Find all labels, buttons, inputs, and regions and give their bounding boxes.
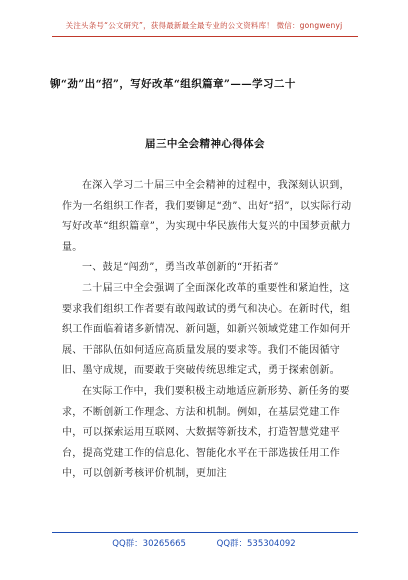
- footer-divider: [52, 532, 358, 533]
- document-title-line-1: 铆“劲”出“招”，写好改革“组织篇章”——学习二十: [50, 78, 296, 90]
- footer-qq-group-1: QQ群：30265665: [112, 539, 186, 549]
- footer-qq-group-2: QQ群：535304092: [216, 539, 296, 549]
- header-banner: 关注头条号“公文研究”，获得最新最全最专业的公文资料库！ 微信：gongwenyj: [65, 21, 343, 30]
- header-divider: [52, 36, 358, 37]
- paragraph-body: 在实际工作中，我们要积极主动地适应新形势、新任务的要求，不断创新工作理念、方法和机制。例如，在基层党建工作中，可以探索运用互联网、大数据等新技术，打造智慧党建平台，提高党建工作的信息化、智能化水平在干部选拔任用工作中，可以创新考核评价机制，更加注: [62, 385, 350, 480]
- paragraph-intro: 在深入学习二十届三中全会精神的过程中，我深刻认识到，作为一名组织工作者，我们要铆足“劲”、出好“招”，以实际行动写好改革“组织篇章”，为实现中华民族伟大复兴的中国梦贡献力量。: [62, 180, 352, 253]
- section-heading: 一、鼓足“闯劲”，勇当改革创新的“开拓者”: [82, 262, 279, 274]
- paragraph-body: 二十届三中全会强调了全面深化改革的重要性和紧迫性，这要求我们组织工作者要有敢闯敢试的勇气和决心。在新时代，组织工作面临着诸多新情况、新问题，如新兴领域党建工作如何开展、干部队伍如何适应高质量发展的要求等。我们不能因循守旧、墨守成规，而要敢于突破传统思维定式，勇于探索创新。: [62, 282, 351, 377]
- document-title-line-2: 届三中全会精神心得体会: [145, 138, 265, 150]
- footer: [0, 537, 408, 549]
- document-body: [62, 176, 352, 485]
